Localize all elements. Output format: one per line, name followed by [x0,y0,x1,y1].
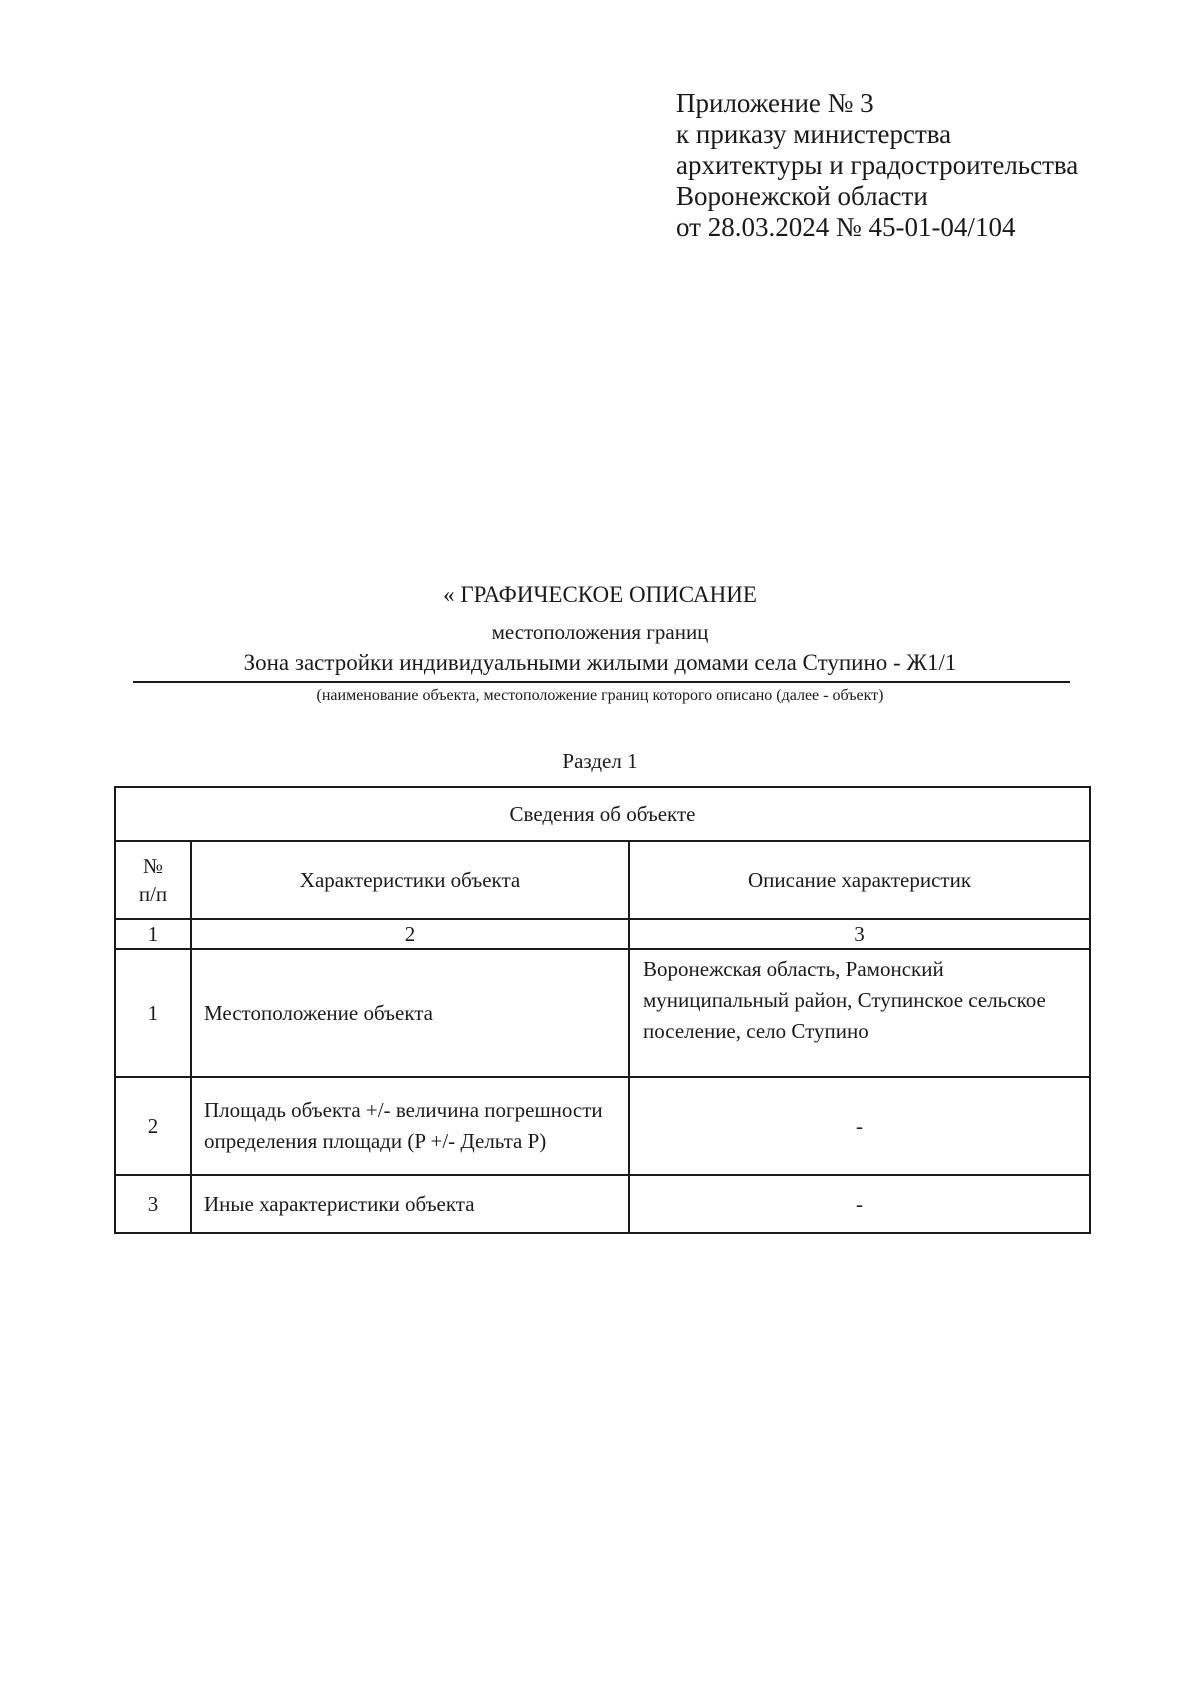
table-caption: Сведения об объекте [115,787,1090,841]
column-number: 2 [191,919,629,949]
table-row [115,1175,1090,1233]
object-name: Зона застройки индивидуальными жилыми домами села Ступино - Ж1/1 [243,650,957,675]
row-characteristic: Иные характеристики объекта [191,1175,629,1233]
header-no [115,841,191,919]
header-characteristic: Характеристики объекта [191,841,629,919]
column-number: 3 [629,919,1090,949]
row-description: - [629,1077,1090,1175]
table-row [115,949,1090,1077]
appendix-line: к приказу министерства [676,119,952,149]
appendix-block [676,88,1078,243]
row-characteristic: Местоположение объекта [191,949,629,1077]
object-name-underline [133,681,1070,683]
object-name-note: (наименование объекта, местоположение границ которого описано (далее - объект) [316,687,884,704]
appendix-line: от 28.03.2024 № 45-01-04/104 [676,212,1016,242]
table-row [115,1077,1090,1175]
object-info-table [114,786,1091,1234]
row-characteristic: Площадь объекта +/- величина погрешности определения площади (P +/- Дельта P) [191,1077,629,1175]
appendix-line: Воронежской области [676,181,928,211]
appendix-line: Приложение № 3 [676,88,874,118]
document-subtitle: местоположения границ [491,620,709,644]
row-number: 2 [115,1077,191,1175]
row-description: - [629,1175,1090,1233]
column-number: 1 [115,919,191,949]
document-title: « ГРАФИЧЕСКОЕ ОПИСАНИЕ [443,582,757,607]
row-description: Воронежская область, Рамонский муниципальный район, Ступинское сельское поселение, село Ступино [629,949,1090,1077]
header-description: Описание характеристик [629,841,1090,919]
row-number: 1 [115,949,191,1077]
header-no-label: № п/п [138,854,168,906]
section-label: Раздел 1 [562,749,638,773]
appendix-line: архитектуры и градостроительства [676,150,1079,180]
row-number: 3 [115,1175,191,1233]
